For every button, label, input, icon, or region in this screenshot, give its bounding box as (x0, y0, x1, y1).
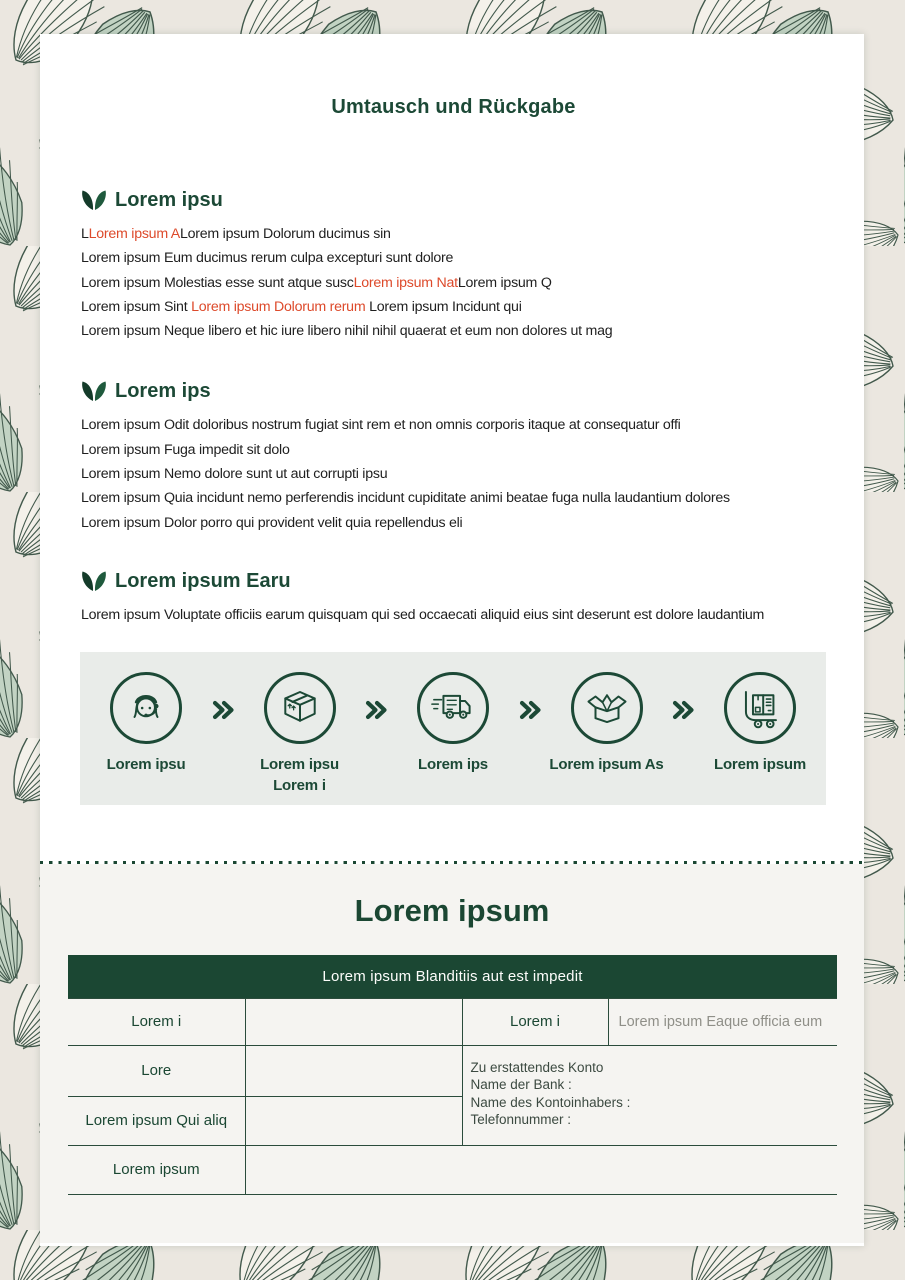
step-circle (417, 672, 489, 744)
step-circle (724, 672, 796, 744)
section-1-title: Lorem ipsu (115, 189, 223, 211)
document-content (40, 96, 864, 805)
open-box-icon (584, 685, 630, 731)
section-2 (81, 379, 826, 534)
text-segment-red: Lorem ipsum A (88, 226, 181, 242)
text-line (81, 413, 826, 437)
delivery-truck-icon (430, 685, 476, 731)
double-chevron-right-icon (672, 652, 694, 805)
row1-input-cell[interactable] (245, 998, 462, 1045)
section-3-paragraph (81, 603, 826, 627)
bank-line: Zu erstattendes Konto (470, 1059, 604, 1075)
text-segment: Lorem ipsum Fuga impedit sit dolo (81, 441, 290, 458)
double-chevron-right-icon (365, 652, 387, 805)
process-flow-strip (80, 652, 826, 805)
row2-input-cell[interactable] (245, 1045, 462, 1096)
text-line (81, 486, 826, 510)
support-agent-icon (123, 685, 169, 731)
flow-step-receive (548, 652, 666, 805)
flow-step-ship (394, 652, 512, 805)
double-chevron-right-icon (519, 652, 541, 805)
package-box-icon (277, 685, 323, 731)
page-title: Umtausch und Rückgabe (331, 96, 576, 118)
section-3 (81, 569, 826, 627)
double-chevron-right-icon (212, 652, 234, 805)
text-line (81, 603, 826, 627)
bank-details-cell[interactable] (462, 1045, 837, 1145)
row1-label2: Lorem i (462, 998, 608, 1045)
text-segment: Lorem ipsum Dolor porro qui provident velit quia repellendus eli (81, 514, 463, 531)
row3-input-cell[interactable] (245, 1096, 462, 1145)
row2-label: Lore (68, 1045, 245, 1096)
section-1-heading (81, 188, 826, 212)
text-segment: Lorem ipsum Quia incidunt nemo perferendis incidunt cupiditate animi beatae fuga nulla laudantium dolores (81, 490, 730, 507)
step-label-line: Lorem ipsu (106, 756, 186, 774)
step-label (714, 754, 806, 775)
text-segment: Lorem ipsum Nemo dolore sunt ut aut corrupti ipsu (81, 466, 388, 483)
bank-line: Name des Kontoinhabers : (470, 1094, 631, 1110)
document-card (40, 34, 864, 1246)
text-segment: Lorem ipsum Dolorum ducimus sin (180, 226, 391, 242)
text-line (81, 511, 826, 535)
text-line (81, 319, 826, 343)
double-leaf-icon (81, 189, 107, 211)
step-label (260, 754, 339, 796)
step-label-line: Lorem ipsum As (549, 756, 664, 774)
row4-input-cell[interactable] (245, 1145, 837, 1194)
step-circle (110, 672, 182, 744)
text-segment: Lorem ipsum Q (457, 274, 552, 291)
text-segment: Lorem ipsum Eum ducimus rerum culpa excepturi sunt dolore (81, 250, 454, 267)
step-label-line: Lorem i (273, 777, 326, 795)
step-label (418, 754, 488, 775)
section-1-paragraph (81, 222, 826, 343)
text-segment: Lorem ipsum Molestias esse sunt atque susc (81, 274, 354, 291)
text-line (81, 222, 826, 246)
row3-label: Lorem ipsum Qui aliq (68, 1096, 245, 1145)
text-segment: Lorem ipsum Odit doloribus nostrum fugiat sint rem et non omnis corporis itaque at consequatur offi (81, 417, 681, 434)
text-line (81, 246, 826, 270)
section-2-paragraph (81, 413, 826, 534)
section-1 (81, 188, 826, 343)
flow-step-pack (241, 652, 359, 805)
step-label (107, 754, 186, 775)
text-segment-red: Lorem ipsum Dolorum rerum (191, 298, 366, 315)
section-3-title: Lorem ipsum Earu (115, 569, 291, 592)
row1-label: Lorem i (68, 998, 245, 1045)
step-circle (264, 672, 336, 744)
text-segment: Lorem ipsum Sint (81, 298, 192, 315)
step-circle (571, 672, 643, 744)
text-line (81, 295, 826, 319)
text-segment-red: Lorem ipsum Nat (353, 274, 458, 291)
section-3-heading (81, 569, 826, 593)
text-segment: L (81, 226, 89, 242)
text-segment: Lorem ipsum Neque libero et hic iure libero nihil nihil quaerat et eum non dolores ut mag (81, 323, 613, 340)
row1-note: Lorem ipsum Eaque officia eum (608, 998, 837, 1045)
flow-step-contact (87, 652, 205, 805)
hand-truck-icon (737, 685, 783, 731)
return-form-section (40, 864, 864, 1243)
flow-step-restock (701, 652, 819, 805)
section-2-heading (81, 379, 826, 403)
step-label-line: Lorem ipsu (260, 756, 339, 774)
text-line (81, 462, 826, 486)
table-header-row (68, 955, 837, 998)
table-row (68, 998, 837, 1045)
table-row (68, 1045, 837, 1096)
step-label-line: Lorem ips (418, 756, 488, 774)
bank-line: Name der Bank : (470, 1077, 572, 1093)
table-row (68, 1145, 837, 1194)
section-2-title: Lorem ips (115, 380, 211, 403)
form-title: Lorem ipsum (354, 893, 550, 929)
text-line (81, 271, 826, 295)
step-label (549, 754, 663, 775)
table-header-cell: Lorem ipsum Blanditiis aut est impedit (68, 955, 837, 998)
double-leaf-icon (81, 380, 107, 402)
text-segment: Lorem ipsum Voluptate officiis earum quisquam qui sed occaecati aliquid eius sint deserunt est dolore laudantium (81, 606, 765, 623)
row4-label: Lorem ipsum (68, 1145, 245, 1194)
bank-line: Telefonnummer : (470, 1112, 572, 1128)
double-leaf-icon (81, 570, 107, 592)
step-label-line: Lorem ipsum (714, 756, 806, 774)
text-line (81, 438, 826, 462)
text-segment: Lorem ipsum Incidunt qui (365, 298, 522, 315)
return-form-table (68, 955, 837, 1195)
